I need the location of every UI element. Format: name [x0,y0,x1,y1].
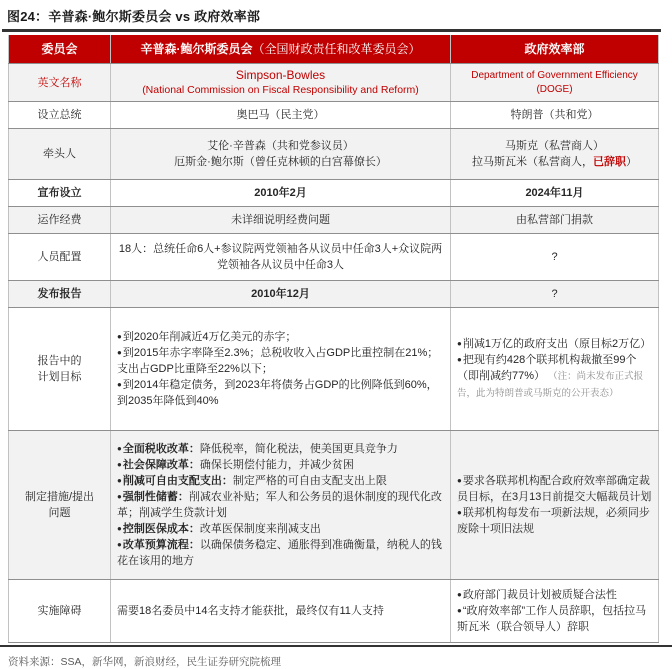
row-funding [9,207,659,234]
row-label-funding: 运作经费 [9,207,111,234]
bullet-icon: ● [457,590,462,599]
row-label-goals [9,308,111,431]
row-staffing [9,234,659,281]
cell-announced-doge: 2024年11月 [451,180,659,207]
footer-divider [0,645,672,647]
row-label-english-name: 英文名称 [9,64,111,102]
goals-label-line2: 计划目标 [37,371,82,383]
cell-funding-simpson: 未详细说明经费问题 [111,207,451,234]
simpson-english-fullname: (National Commission on Fiscal Responsibility and Reform) [142,84,419,96]
simpson-leader-1: 艾伦·辛普森（共和党参议员） [207,140,354,152]
goals-doge-bullet-1: ●削减1万亿的政府支出（原目标2万亿） [457,338,652,350]
cell-english-name-doge [451,64,659,102]
row-goals [9,308,659,431]
row-label-staffing: 人员配置 [9,234,111,281]
row-label-president: 设立总统 [9,102,111,129]
cell-announced-simpson: 2010年2月 [111,180,451,207]
row-measures [9,431,659,580]
row-label-report-date: 发布报告 [9,281,111,308]
row-president [9,102,659,129]
goals-simpson-bullet-1: ●到2020年削减近4万亿美元的赤字； [117,331,297,343]
doge-leader-2-close: ） [626,156,637,168]
cell-english-name-simpson [111,64,451,102]
cell-leaders-doge [451,129,659,180]
measures-doge-bullet-2: ●联邦机构每发布一项新法规，必须同步废除十项旧法规 [457,507,650,535]
bullet-icon: ● [117,348,122,357]
cell-president-simpson: 奥巴马（民主党） [111,102,451,129]
cell-funding-doge: 由私营部门捐款 [451,207,659,234]
goals-simpson-bullet-3: ●到2014年稳定债务，到2023年将债务占GDP的比例降低到60%，到2035年降低到40% [117,379,438,407]
cell-president-doge: 特朗普（共和党） [451,102,659,129]
doge-english-abbr: (DOGE) [536,83,573,95]
bullet-icon: ● [117,332,122,341]
goals-simpson-bullet-2: ●到2015年赤字率降至2.3%；总税收收入占GDP比重控制在21%；支出占GDP比重降至22%以下； [117,347,439,375]
row-leaders [9,129,659,180]
obstacles-doge-bullet-2: ●“政府效率部”工作人员辞职，包括拉马斯瓦米（联合领导人）辞职 [457,605,647,633]
bullet-icon: ● [117,540,122,549]
measures-label-line1: 制定措施/提出 [24,491,95,503]
row-report-date [9,281,659,308]
measures-simpson-bullet-3: ●削减可自由支配支出：制定严格的可自由支配支出上限 [117,475,387,487]
cell-staffing-doge: ? [451,234,659,281]
measures-simpson-bullet-4: ●强制性储蓄：削减农业补贴；军人和公务员的退休制度的现代化改革；削减学生贷款计划 [117,491,442,519]
bullet-icon: ● [457,508,462,517]
resigned-badge: 已辞职 [593,156,626,168]
header-cell-committee: 委员会 [9,35,111,64]
header-cell-simpson [111,35,451,64]
cell-report-date-simpson: 2010年12月 [111,281,451,308]
simpson-english-name: Simpson-Bowles [235,68,326,82]
cell-staffing-simpson: 18人：总统任命6人+参议院两党领袖各从议员中任命3人+众议院两党领袖各从议员中任命3人 [111,234,451,281]
cell-measures-simpson [111,431,451,580]
measures-simpson-bullet-2: ●社会保障改革：确保长期偿付能力，并减少贫困 [117,459,354,471]
cell-measures-doge [451,431,659,580]
bullet-icon: ● [457,339,462,348]
cell-goals-doge [451,308,659,431]
goals-doge-note: （注：尚未发布正式报告，此为特朗普或马斯克的公开表态） [457,371,644,399]
measures-simpson-bullet-6: ●改革预算流程：以确保债务稳定、通胀得到准确衡量，纳税人的钱花在该用的地方 [117,539,442,567]
header-simpson-main: 辛普森·鲍尔斯委员会 [140,42,253,56]
bullet-icon: ● [117,476,122,485]
title-divider [2,29,661,32]
cell-leaders-simpson [111,129,451,180]
bullet-icon: ● [457,355,462,364]
doge-leader-2-text: 拉马斯瓦米（私营商人， [472,156,593,168]
obstacles-doge-bullet-1: ●政府部门裁员计划被质疑合法性 [457,589,617,601]
simpson-leader-2: 厄斯金·鲍尔斯（曾任克林顿的白宫幕僚长） [174,156,387,168]
measures-doge-bullet-1: ●要求各联邦机构配合政府效率部确定裁员目标，在3月13日前提交大幅裁员计划 [457,475,652,503]
bullet-icon: ● [117,460,122,469]
goals-doge-bullet-2: ●把现有约428个联邦机构裁撤至99个（即削减约77%） （注：尚未发布正式报告，此为特朗普或马斯克的公开表态） [457,354,644,399]
cell-obstacles-simpson: 需要18名委员中14名支持才能获批，最终仅有11人支持 [111,580,451,643]
table-header-row [9,35,659,64]
bullet-icon: ● [117,444,122,453]
row-label-announced: 宣布设立 [9,180,111,207]
bullet-icon: ● [457,476,462,485]
row-obstacles [9,580,659,643]
cell-obstacles-doge [451,580,659,643]
row-label-measures [9,431,111,580]
doge-english-name: Department of Government Efficiency [471,69,638,81]
measures-label-line2: 问题 [48,507,71,519]
goals-label-line1: 报告中的 [37,355,82,367]
bullet-icon: ● [457,606,462,615]
cell-report-date-doge: ? [451,281,659,308]
doge-leader-1: 马斯克（私营商人） [505,140,604,152]
bullet-icon: ● [117,380,122,389]
measures-simpson-bullet-5: ●控制医保成本：改革医保制度来削减支出 [117,523,321,535]
bullet-icon: ● [117,524,122,533]
header-cell-doge: 政府效率部 [451,35,659,64]
measures-simpson-bullet-1: ●全面税收改革：降低税率，简化税法，使美国更具竞争力 [117,443,398,455]
header-simpson-sub: （全国财政责任和改革委员会） [252,42,421,56]
cell-goals-simpson [111,308,451,431]
row-english-name [9,64,659,102]
doge-leader-2 [457,154,652,170]
comparison-table [8,35,659,643]
bullet-icon: ● [117,492,122,501]
row-announced [9,180,659,207]
row-label-leaders: 牵头人 [9,129,111,180]
row-label-obstacles: 实施障碍 [9,580,111,643]
figure-title: 图24：辛普森·鲍尔斯委员会 vs 政府效率部 [7,9,261,24]
source-note: 资料来源：SSA，新华网，新浪财经，民生证券研究院梳理 [8,656,282,668]
